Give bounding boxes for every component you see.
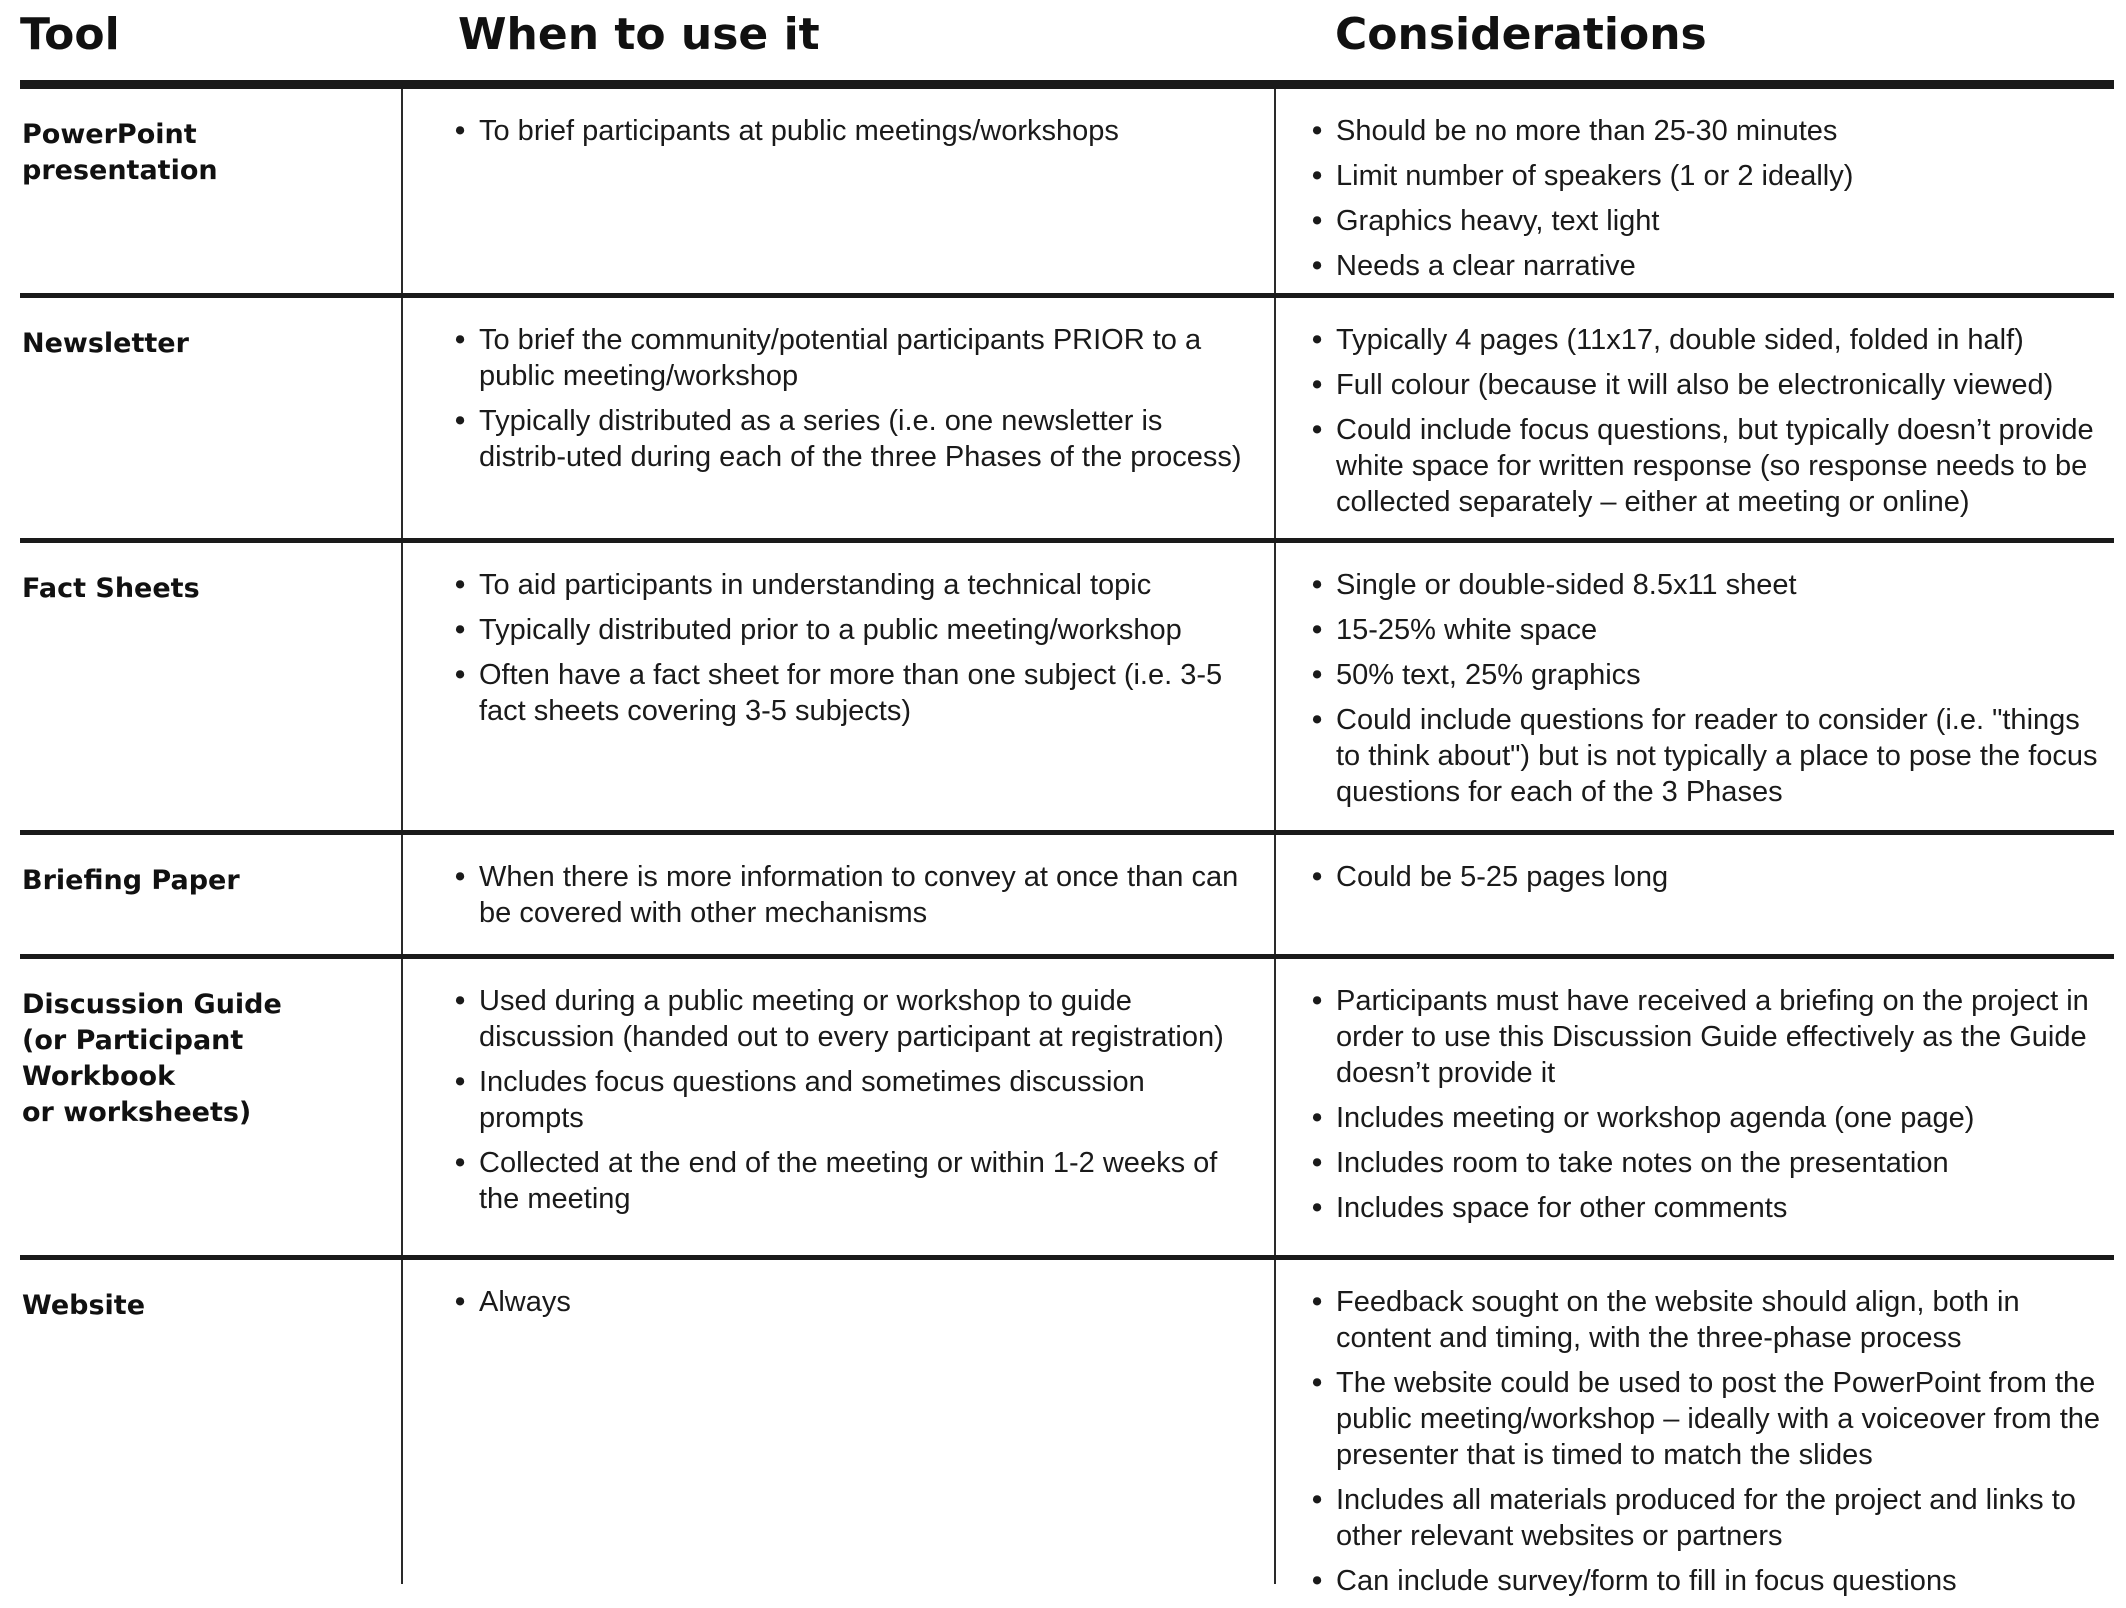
list-item: • When there is more information to convey at once than can be covered with other mechanisms	[455, 859, 1245, 931]
when-list	[455, 859, 1245, 940]
tool-name: Newsletter	[22, 328, 189, 359]
considerations-list	[1312, 567, 2102, 819]
header-rule	[20, 80, 2114, 89]
list-item: • To brief participants at public meetings/workshops	[455, 113, 1245, 149]
list-item: • To aid participants in understanding a technical topic	[455, 567, 1245, 603]
list-item: • Single or double-sided 8.5x11 sheet	[1312, 567, 2102, 603]
list-item: • 15-25% white space	[1312, 612, 2102, 648]
list-item: • Always	[455, 1284, 1245, 1320]
list-item: • Can include survey/form to fill in focus questions	[1312, 1563, 2102, 1599]
list-item: • Includes room to take notes on the presentation	[1312, 1145, 2102, 1181]
list-item: • The website could be used to post the PowerPoint from the public meeting/workshop – ideally with a voiceover from the presenter that is timed to match the slides	[1312, 1365, 2102, 1473]
list-item: • Typically 4 pages (11x17, double sided, folded in half)	[1312, 322, 2102, 358]
list-item: • Feedback sought on the website should align, both in content and timing, with the three-phase process	[1312, 1284, 2102, 1356]
list-item: • Participants must have received a briefing on the project in order to use this Discussion Guide effectively as the Guide doesn’t provide it	[1312, 983, 2102, 1091]
list-item: • Includes space for other comments	[1312, 1190, 2102, 1226]
table-row	[0, 959, 2126, 1255]
list-item: • Collected at the end of the meeting or within 1-2 weeks of the meeting	[455, 1145, 1245, 1217]
tool-name: Discussion Guide (or Participant Workbook or worksheets)	[22, 989, 282, 1128]
list-item: • Should be no more than 25-30 minutes	[1312, 113, 2102, 149]
when-list	[455, 983, 1245, 1226]
when-list	[455, 567, 1245, 738]
considerations-list	[1312, 983, 2102, 1235]
list-item: • Limit number of speakers (1 or 2 ideally)	[1312, 158, 2102, 194]
table-row	[0, 298, 2126, 538]
tool-name: Fact Sheets	[22, 573, 200, 604]
considerations-list	[1312, 113, 2102, 293]
tool-name: PowerPoint presentation	[22, 119, 218, 186]
considerations-list	[1312, 1284, 2102, 1608]
considerations-list	[1312, 322, 2102, 529]
header-tool: Tool	[20, 9, 120, 60]
tool-name: Briefing Paper	[22, 865, 240, 896]
list-item: • Full colour (because it will also be electronically viewed)	[1312, 367, 2102, 403]
list-item: • Includes meeting or workshop agenda (one page)	[1312, 1100, 2102, 1136]
table-row	[0, 543, 2126, 830]
list-item: • Graphics heavy, text light	[1312, 203, 2102, 239]
when-list	[455, 113, 1245, 158]
list-item: • Often have a fact sheet for more than one subject (i.e. 3-5 fact sheets covering 3-5 subjects)	[455, 657, 1245, 729]
header-considerations: Considerations	[1335, 9, 1707, 60]
list-item: • Could include focus questions, but typically doesn’t provide white space for written response (so response needs to be collected separately – either at meeting or online)	[1312, 412, 2102, 520]
table-row	[0, 89, 2126, 293]
list-item: • Includes all materials produced for the project and links to other relevant websites or partners	[1312, 1482, 2102, 1554]
considerations-list	[1312, 859, 2102, 904]
list-item: • Needs a clear narrative	[1312, 248, 2102, 284]
list-item: • Could be 5-25 pages long	[1312, 859, 2102, 895]
list-item: • 50% text, 25% graphics	[1312, 657, 2102, 693]
list-item: • Could include questions for reader to consider (i.e. "things to think about") but is not typically a place to pose the focus questions for each of the 3 Phases	[1312, 702, 2102, 810]
list-item: • Typically distributed as a series (i.e. one newsletter is distrib-uted during each of the three Phases of the process)	[455, 403, 1245, 475]
list-item: • Typically distributed prior to a public meeting/workshop	[455, 612, 1245, 648]
table-row	[0, 835, 2126, 954]
list-item: • Includes focus questions and sometimes discussion prompts	[455, 1064, 1245, 1136]
list-item: • To brief the community/potential participants PRIOR to a public meeting/workshop	[455, 322, 1245, 394]
list-item: • Used during a public meeting or workshop to guide discussion (handed out to every participant at registration)	[455, 983, 1245, 1055]
when-list	[455, 1284, 1245, 1329]
header-when-to-use: When to use it	[458, 9, 820, 60]
table-row	[0, 1260, 2126, 1597]
tool-name: Website	[22, 1290, 146, 1321]
when-list	[455, 322, 1245, 484]
